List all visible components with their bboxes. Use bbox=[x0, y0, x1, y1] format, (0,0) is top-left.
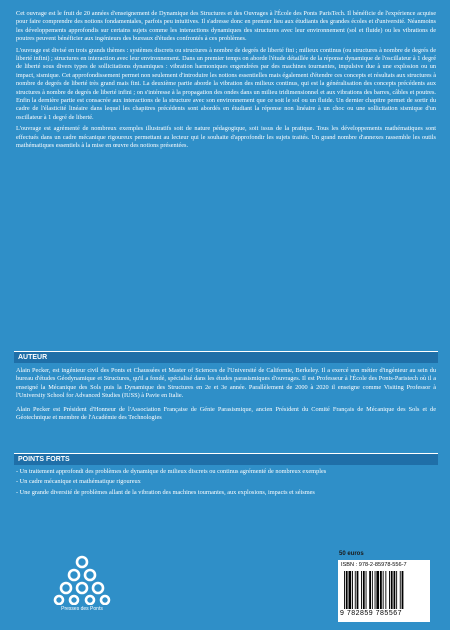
points-forts-item: - Un cadre mécanique et mathématique rigoureux bbox=[16, 478, 141, 486]
auteur-paragraph-1: Alain Pecker, est ingénieur civil des Ponts et Chaussées et Master of Sciences de l'Université de Californie, Berkeley. Il a exercé son métier d'ingénieur au sein du bureau d'études Géodynamique et Structures, qu'il a fondé, spécialisé dans les études parasismiques d'ouvrages. Il est Professeur à l'École des Ponts-Paristech où il a enseigné la Mécanique des Sols puis la Dynamique des Structures en 2e et 3e année. Parallèlement de 2000 à 2020 il enseigne comme Visiting Professor à l'University School for Advanced Studies (IUSS) à Pavie en Italie. bbox=[16, 367, 436, 400]
auteur-text bbox=[16, 367, 436, 427]
points-forts-item: - Un traitement approfondi des problèmes de dynamique de milieux discrets ou continus agrémenté de nombreux exemples bbox=[16, 468, 327, 475]
points-forts-list bbox=[16, 468, 436, 499]
barcode-icon bbox=[344, 571, 424, 609]
isbn-label: ISBN : 978-2-85978-556-7 bbox=[341, 562, 407, 568]
triangle-logo-icon bbox=[53, 555, 111, 605]
points-forts-item: - Une grande diversité de problèmes allant de la vibration des machines tournantes, aux explosions, impacts et séismes bbox=[16, 488, 315, 496]
publisher-name: Presses des Ponts bbox=[61, 606, 103, 612]
description-text bbox=[16, 10, 436, 154]
price-label: 50 euros bbox=[339, 551, 364, 557]
barcode-panel bbox=[338, 560, 430, 622]
auteur-heading: AUTEUR bbox=[14, 351, 438, 363]
intro-paragraph-3: L'ouvrage est agrémenté de nombreux exemples illustratifs soit de nature pédagogique, soit issus de la pratique. Tous les développements mathématiques sont effectués dans un cadre mécanique rigoureux permettant au lecteur qui le souhaite d'approfondir les sujets traités. Un grand nombre d'annexes rassemble les outils mathématiques essentiels à la mise en œuvre des notions présentées. bbox=[16, 125, 436, 150]
auteur-paragraph-2: Alain Pecker est Président d'Honneur de l'Association Française de Génie Parasismique, ancien Président du Comité Français de Mécanique des Sols et de Géotechnique et membre de l'Académie des Technologies bbox=[16, 405, 436, 422]
publisher-logo bbox=[46, 555, 118, 625]
intro-paragraph-2: L'ouvrage est divisé en trois grands thèmes : systèmes discrets ou structures à nombre de degrés de liberté fini ; milieux continus (ou structures à nombre de degrés de liberté infini) ; structures en interaction avec leur environnement. Dans un premier temps on aborde l'étude détaillée de la réponse dynamique de l'oscillateur à 1 degré de liberté sous divers types de sollicitations dynamiques : vibration harmoniques engendrées par des machines tournantes, impulsive due à une explosion ou un impact, sismique. Cet approfondissement permet non seulement d'introduire les notions essentielles mais également d'étendre ces concepts et résultats aux structures à nombre de degrés de liberté très grand mais fini. La deuxième partie aborde la vibration des milieux continus, qui est la généralisation des concepts précédents aux structures à nombre de degrés de liberté infini ; on s'intéresse à la propagation des ondes dans un milieu tridimensionnel et aux vibrations des barres, câbles et poutres. Enfin la dernière partie est consacrée aux interactions de la structure avec son environnement que ce soit le sol ou un fluide. Un dernier chapitre permet de sortir du cadre de l'élasticité linéaire dans lequel les chapitres précédents sont abordés en étudiant la réponse non linéaire à un choc ou une sollicitation sismique d'un oscillateur à 1 degré de liberté. bbox=[16, 46, 436, 121]
points-forts-heading: POINTS FORTS bbox=[14, 453, 438, 465]
intro-paragraph-1: Cet ouvrage est le fruit de 20 années d'enseignement de Dynamique des Structures et des Ouvrages à l'École des Ponts ParisTech. Il bénéficie de l'expérience acquise pour faire comprendre des notions fondamentales, parfois peu intuitives. Il s'adresse donc en premier lieu aux étudiants des grandes écoles et d'université. Néanmoins les développements approfondis sur certains sujets comme les interactions dynamiques des structures avec leur environnement (sol et fluide) ou les vibrations de poutres peuvent bénéficier aux ingénieurs des bureaux d'études confrontés à ces problèmes. bbox=[16, 10, 436, 43]
barcode-digits: 9 782859 785567 bbox=[340, 610, 402, 617]
